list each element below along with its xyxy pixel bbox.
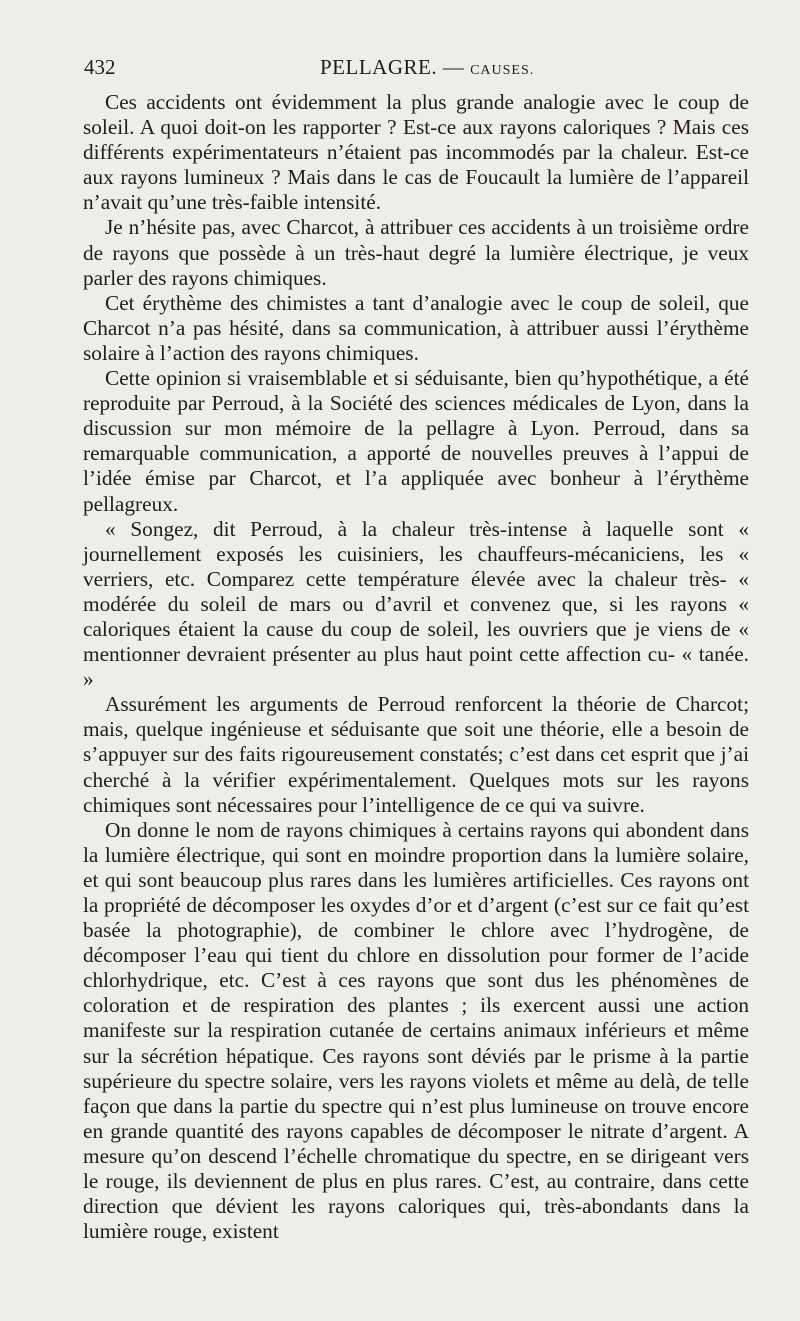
title-separator: —: [442, 55, 465, 79]
paragraph-7: On donne le nom de rayons chimiques à certains rayons qui abondent dans la lumière électrique, qui sont en moindre proportion dans la lumière solaire, et qui sont beaucoup plus rares dans les lumières artificielles. Ces rayons ont la propriété de décomposer les oxydes d’or et d’argent (c’est sur ce fait qu’est basée la photographie), de combiner le chlore avec l’hydrogène, de décomposer l’eau qui tient du chlore en dissolution pour former de l’acide chlorhydrique, etc. C’est à ces rayons que sont dus les phénomènes de coloration et de respiration des plantes ; ils exercent aussi une action manifeste sur la respiration cutanée de certains animaux inférieurs et même sur la sécrétion hépatique. Ces rayons sont déviés par le prisme à la partie supérieure du spectre solaire, vers les rayons violets et même au delà, de telle façon que dans la partie du spectre qui n’est plus lumineuse on trouve encore en grande quantité des rayons capables de décomposer le nitrate d’argent. A mesure qu’on descend l’échelle chromatique du spectre, en se dirigeant vers le rouge, ils deviennent de plus en plus rares. C’est, au contraire, dans cette direction que dévient les rayons caloriques qui, très-abondants dans la lumière rouge, existent: [83, 817, 749, 1244]
paragraph-2: Je n’hésite pas, avec Charcot, à attribuer ces accidents à un troisième ordre de rayons que possède à un très-haut degré la lumière électrique, je veux parler des rayons chimiques.: [83, 215, 749, 290]
body-text: [83, 90, 749, 1244]
chapter-title: PELLAGRE.: [320, 55, 438, 79]
quotation-paragraph: « Songez, dit Perroud, à la chaleur très-intense à laquelle sont « journellement exposés les cuisiniers, les chauffeurs-mécaniciens, les « verriers, etc. Comparez cette température élevée avec la chaleur très- « modérée du soleil de mars ou d’avril et convenez que, si les rayons « caloriques étaient la cause du coup de soleil, les ouvriers que je viens de « mentionner devraient présenter au plus haut point cette affection cu- « tanée. »: [83, 516, 749, 692]
paragraph-4: Cette opinion si vraisemblable et si séduisante, bien qu’hypothétique, a été reproduite par Perroud, à la Société des sciences médicales de Lyon, dans la discussion sur mon mémoire de la pellagre à Lyon. Perroud, dans sa remarquable communication, a apporté de nouvelles preuves à l’appui de l’idée émise par Charcot, et l’a appliquée avec bonheur à l’érythème pellagreux.: [83, 366, 749, 516]
page-number: 432: [84, 55, 116, 79]
paragraph-1: Ces accidents ont évidemment la plus grande analogie avec le coup de soleil. A quoi doit-on les rapporter ? Est-ce aux rayons caloriques ? Mais ces différents expérimentateurs n’étaient pas incommodés par la chaleur. Est-ce aux rayons lumineux ? Mais dans le cas de Foucault la lumière de l’appareil n’avait qu’une très-faible intensité.: [83, 90, 749, 215]
running-header: [84, 55, 750, 85]
paragraph-3: Cet érythème des chimistes a tant d’analogie avec le coup de soleil, que Charcot n’a pas hésité, dans sa communication, à attribuer aussi l’érythème solaire à l’action des rayons chimiques.: [83, 290, 749, 365]
running-title: [320, 55, 534, 80]
paragraph-6: Assurément les arguments de Perroud renforcent la théorie de Charcot; mais, quelque ingénieuse et séduisante que soit une théorie, elle a besoin de s’appuyer sur des faits rigoureusement constatés; c’est dans cet esprit que j’ai cherché à la vérifier expérimentalement. Quelques mots sur les rayons chimiques sont nécessaires pour l’intelligence de ce qui va suivre.: [83, 692, 749, 817]
section-title: CAUSES.: [470, 63, 535, 78]
